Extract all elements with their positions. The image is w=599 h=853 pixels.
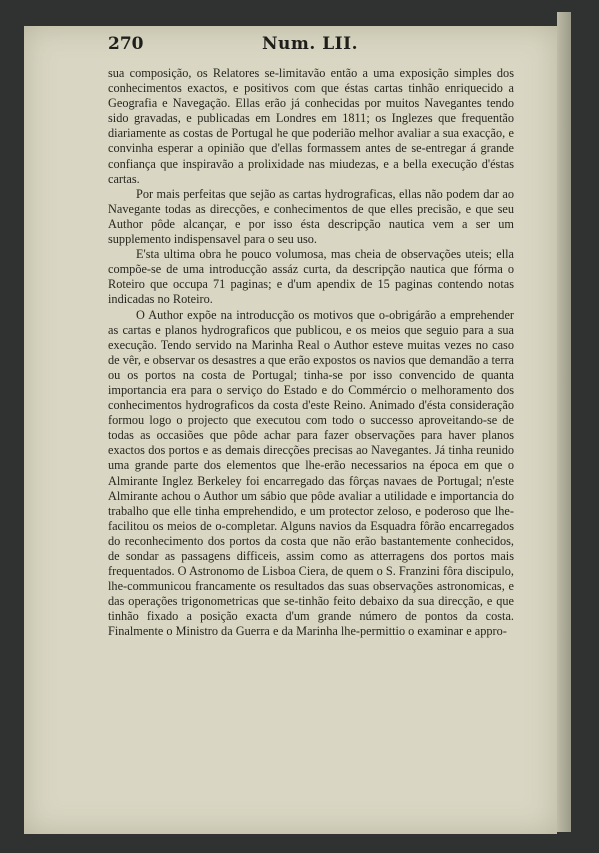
running-title: Num. LII. [262,34,358,54]
page-edge-shadow [557,12,571,832]
paragraph-author-introduction: O Author expõe na introducção os motivos que o-obrigárão a emprehender as cartas e planos hydrograficos que publicou, e os meios que seguio para a sua execução. Tendo servido na Marinha Real o Author esteve muitas vezes no caso de vêr, e observar os desastres a que erão expostos os navios que demandão a terra ou os portos na costa de Portugal; tinha-se por isso convencido de quanta importancia era para o serviço do Estado e do Commércio o melhoramento dos conhecimentos hydrograficos da costa d'este Reino. Animado d'ésta consideração formou logo o projecto que executou com todo o successo aproveitando-se de todas as occasiões que pôde achar para fazer observações para haver planos exactos dos portos e as demais direcções precisas ao Navegantes. Já tinha reunido uma grande parte dos elementos que lhe-erão necessarios na época em que o Almirante Inglez Berkeley foi encarregado das fôrças navaes de Portugal; n'este Almirante achou o Author um sábio que pôde avaliar a utilidade e importancia do trabalho que elle tinha emprehendido, e um protector zeloso, e poderoso que lhe-facilitou os meios de o-completar. Alguns navios da Esquadra fôrão encarregados do reconhecimento dos portos da costa que não erão bastantemente conhecidos, de sondar as passagens difficeis, assim como as atterragens dos portos mais frequentados. O Astronomo de Lisboa Ciera, de quem o S. Franzini fôra discipulo, lhe-communicou francamente os resultados das suas observações astronomicas, e das operações trigonometricas que se-tinhão feito debaixo da sua direcção, e que tinhão fixado a posição exacta d'um grande número de pontos da costa. Finalmente o Ministro da Guerra e da Marinha lhe-permittio o examinar e appro- [108,307,514,639]
paragraph-work-structure: E'sta ultima obra he pouco volumosa, mas cheia de observações uteis; ella compõe-se de uma introducção assáz curta, da descripção nautica que fórma o Roteiro que occupa 71 paginas; e d'um apendix de 15 paginas contendo notas indicadas no Roteiro. [108,247,514,307]
body-text [108,66,514,640]
paragraph-hydrographic-charts: Por mais perfeitas que sejão as cartas hydrograficas, ellas não podem dar ao Navegante todas as direcções, e conhecimentos de que elles precisão, e que seu Author pôde alcançar, e por isso ésta descripção nautica vem a ser um supplemento indispensavel para o seu uso. [108,186,514,247]
page-number: 270 [108,34,144,54]
paragraph-continuation: sua composição, os Relatores se-limitavão então a uma exposição simples dos conhecimentos exactos, e positivos com que éstas cartas tinhão enriquecido a Geografia e Navegação. Ellas erão já conhecidas por muitos Navegantes tendo sido gravadas, e publicadas em Londres em 1811; os Inglezes que frequentão diariamente as costas de Portugal he que poderião melhor avaliar a sua exacção, e convinha esperar a opinião que d'ellas formassem antes de se-entregar á grande confiança que inspiravão a prolixidade nas miudezas, e a bella execução d'éstas cartas. [108,66,514,186]
page-header [108,34,508,64]
